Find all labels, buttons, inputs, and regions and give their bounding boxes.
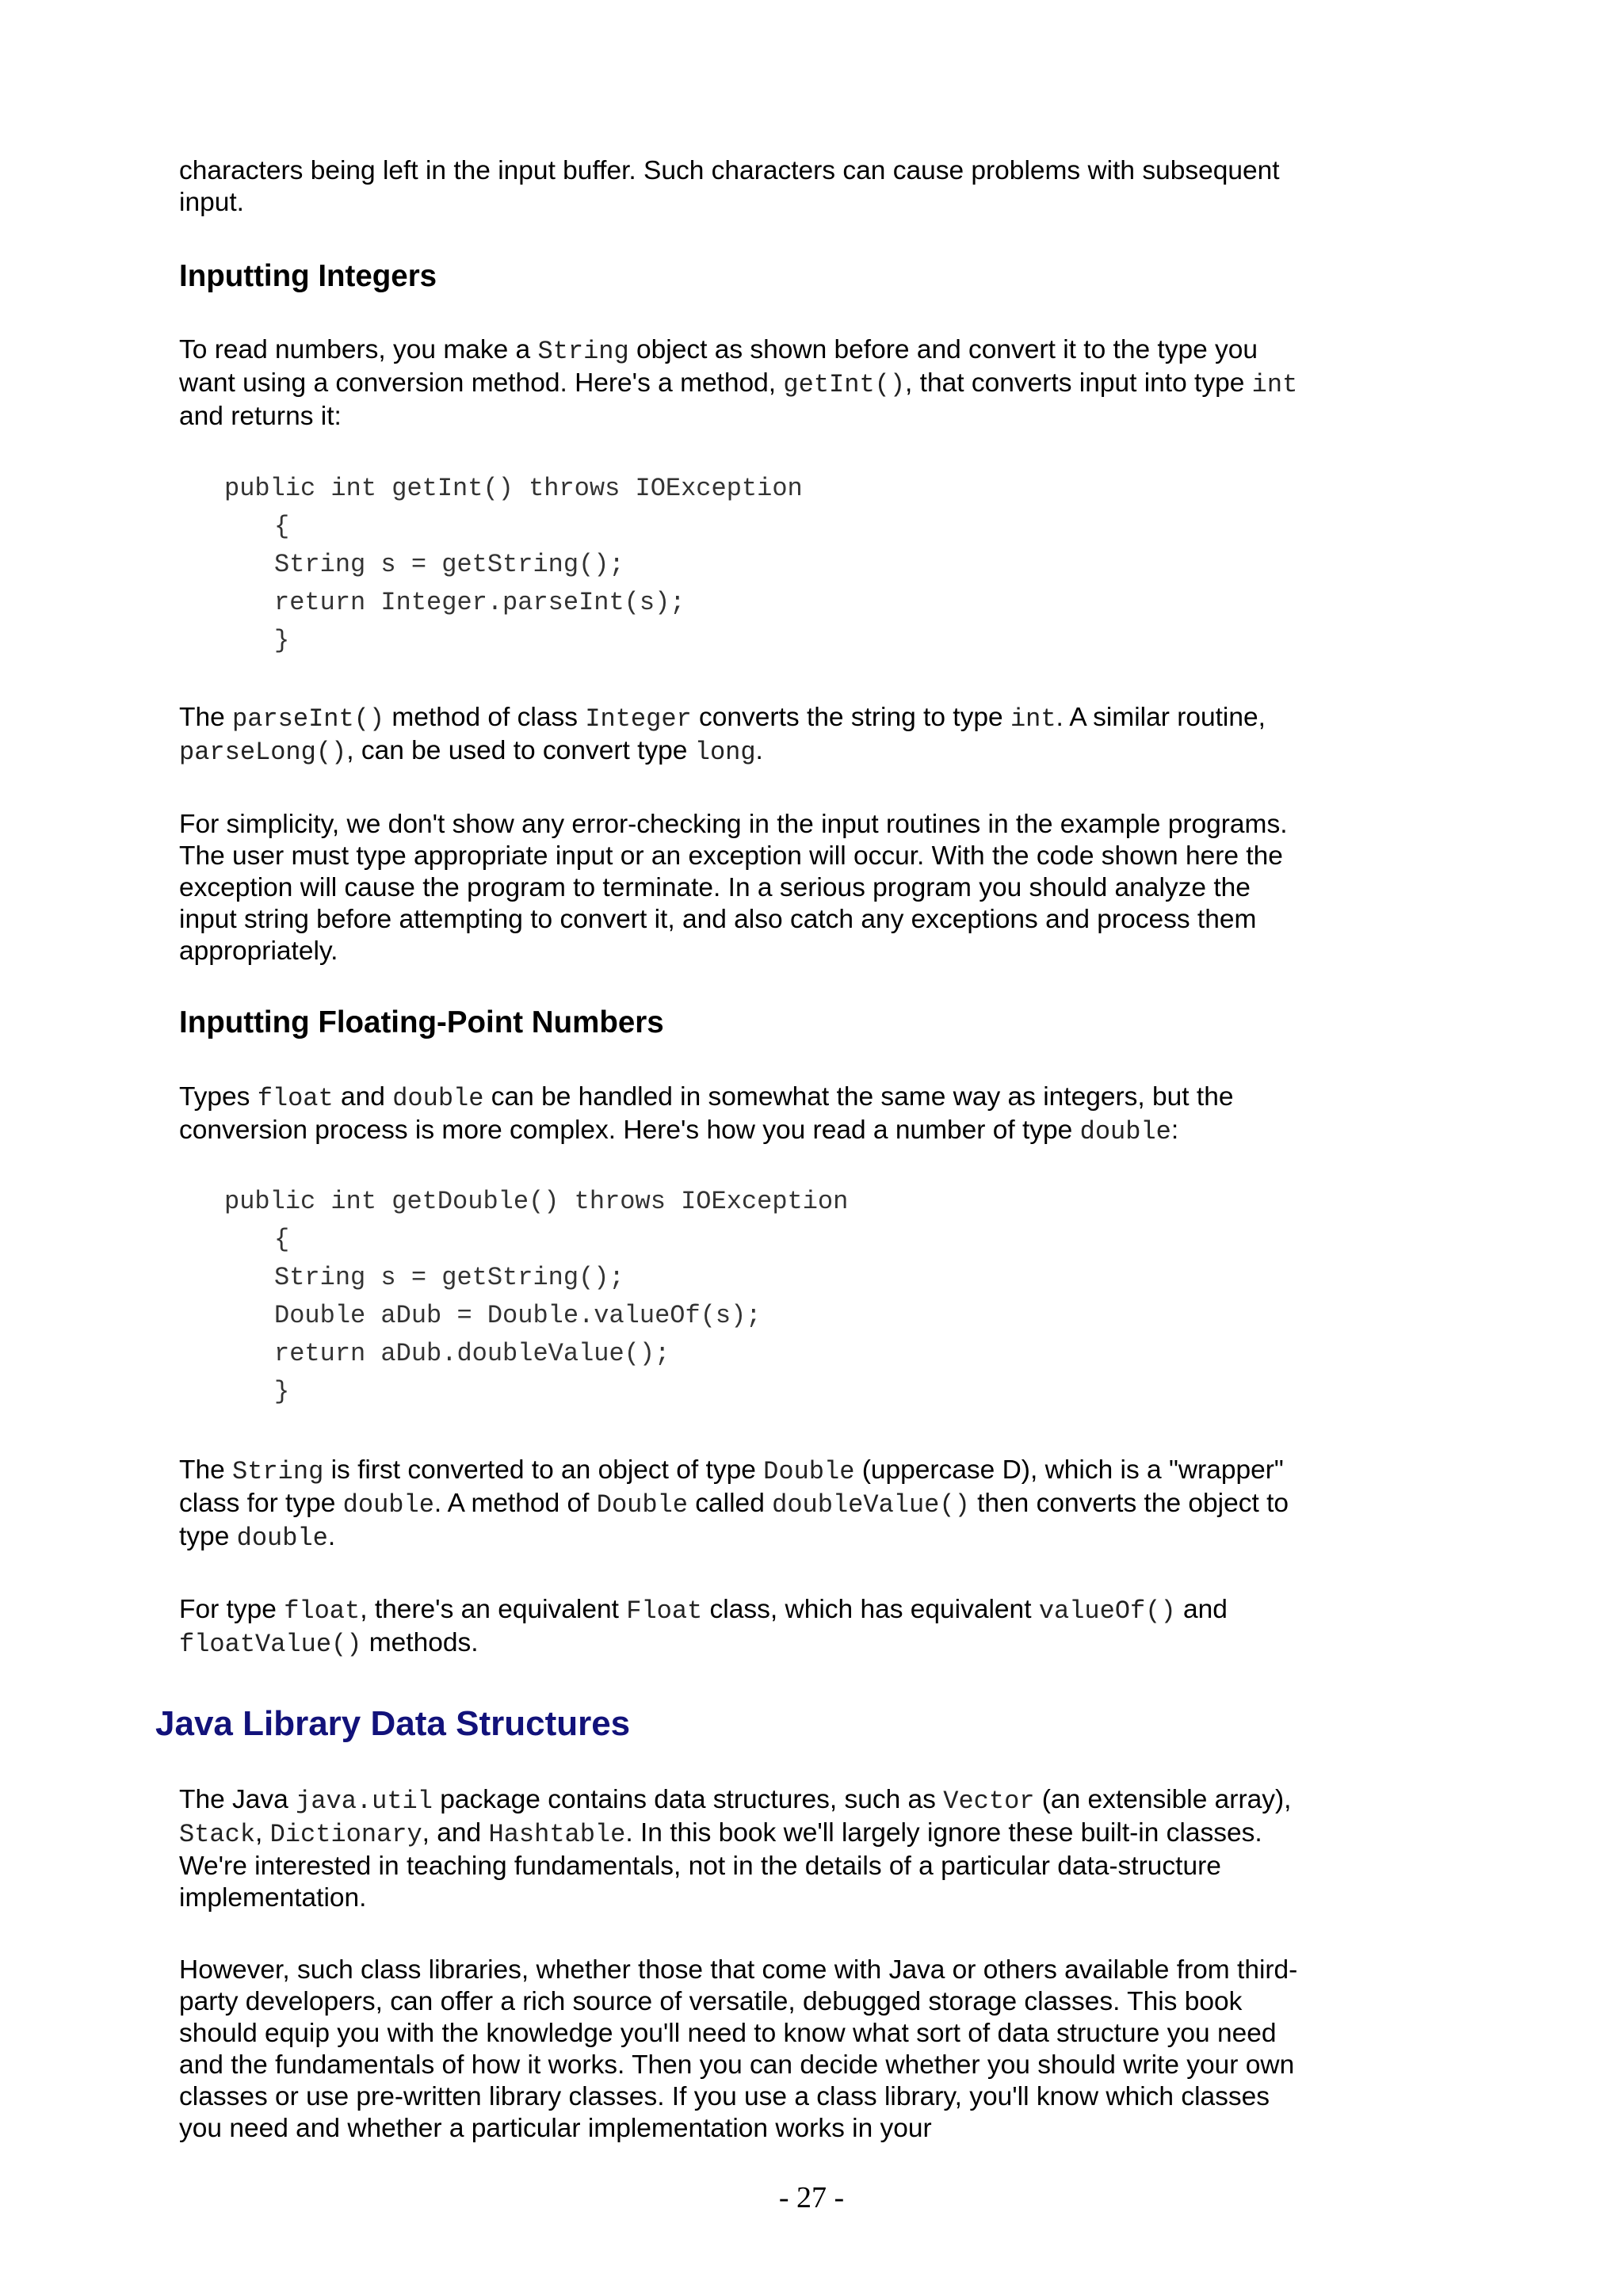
inline-code: Float: [626, 1596, 703, 1626]
text-run: is first converted to an object of type: [323, 1455, 764, 1485]
inline-code: float: [257, 1084, 334, 1113]
inline-code: String: [537, 337, 629, 366]
text-run: class, which has equivalent: [702, 1595, 1039, 1624]
text-run: , that converts input into type: [905, 368, 1252, 398]
inline-code: floatValue(): [179, 1630, 362, 1659]
text-run: and returns it:: [179, 402, 342, 431]
text-run: ,: [255, 1818, 270, 1848]
inline-code: Integer: [585, 704, 692, 734]
paragraph-read-numbers: [179, 334, 1304, 433]
code-line: {: [274, 1225, 290, 1254]
inline-code: Double: [763, 1457, 855, 1486]
code-line: String s = getString();: [274, 1263, 624, 1292]
code-line: }: [274, 1377, 290, 1406]
inline-code: Vector: [943, 1787, 1035, 1816]
inline-code: java.util: [296, 1787, 433, 1816]
paragraph-simplicity: [179, 809, 1304, 967]
text-run: (uppercase D), which is a "wrapper" class for type: [179, 1455, 1284, 1518]
text-run: converts the string to type: [691, 703, 1010, 732]
code-line: String s = getString();: [274, 550, 624, 579]
text-run: The: [179, 1455, 233, 1485]
paragraph-string-converted: [179, 1455, 1304, 1554]
inline-code: int: [1251, 370, 1298, 399]
text-run: characters being left in the input buffer. Such characters can cause problems with subsequent input.: [179, 156, 1280, 217]
code-block-getdouble: [224, 1183, 848, 1411]
text-run: then converts the object to type: [179, 1489, 1289, 1551]
inline-code: getInt(): [783, 370, 906, 399]
text-run: . A similar routine,: [1056, 703, 1266, 732]
inline-code: doubleValue(): [772, 1490, 970, 1520]
code-line: return aDub.doubleValue();: [274, 1339, 670, 1368]
text-run: . A method of: [433, 1489, 597, 1518]
inline-code: double: [342, 1490, 434, 1520]
text-run: , there's an equivalent: [360, 1595, 627, 1624]
text-run: (an extensible array),: [1034, 1785, 1292, 1814]
inline-code: double: [236, 1524, 328, 1553]
inline-code: long: [694, 738, 756, 767]
inline-code: float: [284, 1596, 361, 1626]
text-run: To read numbers, you make a: [179, 335, 538, 364]
page-number: - 27 -: [778, 2181, 845, 2214]
inline-code: parseLong(): [179, 738, 347, 767]
text-run: package contains data structures, such as: [432, 1785, 944, 1814]
code-line: {: [274, 512, 290, 541]
text-run: method of class: [384, 703, 586, 732]
heading-java-library-data-structures: Java Library Data Structures: [155, 1704, 631, 1743]
heading-inputting-floating-point: Inputting Floating-Point Numbers: [179, 1005, 664, 1039]
text-run: The Java: [179, 1785, 296, 1814]
inline-code: double: [1079, 1117, 1171, 1146]
text-run: The: [179, 703, 233, 732]
inline-code: Double: [596, 1490, 688, 1520]
text-run: However, such class libraries, whether those that come with Java or others available from third-party developers, can offer a rich source of versatile, debugged storage classes. This book should equip you with the knowledge you'll need to know what sort of data structure you need and the fundamentals of how it works. Then you can decide whether you should write your own classes or use pre-written library classes. If you use a class library, you'll know which classes you need and whether a particular implementation works in your: [179, 1955, 1298, 2143]
text-run: , can be used to convert type: [346, 736, 695, 765]
inline-code: Dictionary: [269, 1820, 422, 1849]
inline-code: valueOf(): [1038, 1596, 1176, 1626]
text-run: can be handled in somewhat the same way as integers, but the conversion process is more complex. Here's how you read a number of type: [179, 1082, 1234, 1145]
code-line: public int getDouble() throws IOException: [224, 1187, 849, 1216]
paragraph-however: [179, 1955, 1304, 2145]
code-line: }: [274, 626, 290, 655]
text-run: , and: [422, 1818, 489, 1848]
paragraph-java-util: [179, 1784, 1304, 1914]
code-line: return Integer.parseInt(s);: [274, 588, 685, 617]
paragraph-for-float: [179, 1594, 1304, 1661]
text-run: .: [755, 736, 763, 765]
text-run: .: [327, 1522, 336, 1551]
inline-code: double: [392, 1084, 484, 1113]
text-run: and: [333, 1082, 393, 1112]
inline-code: String: [232, 1457, 324, 1486]
paragraph-intro: [179, 155, 1304, 219]
text-run: For simplicity, we don't show any error-checking in the input routines in the example programs. The user must type appropriate input or an exception will occur. With the code shown here the exception will cause the program to terminate. In a serious program you should analyze the input string before attempting to convert it, and also catch any exceptions and process them appropriately.: [179, 810, 1288, 966]
inline-code: Hashtable: [488, 1820, 626, 1849]
text-run: methods.: [361, 1628, 479, 1657]
text-run: Types: [179, 1082, 258, 1112]
text-run: and: [1175, 1595, 1228, 1624]
inline-code: int: [1010, 704, 1056, 734]
paragraph-parseint: [179, 702, 1304, 769]
code-line: Double aDub = Double.valueOf(s);: [274, 1301, 762, 1330]
text-run: object as shown before and convert it to the type you want using a conversion method. Here's a method,: [179, 335, 1258, 398]
inline-code: Stack: [179, 1820, 256, 1849]
text-run: . In this book we'll largely ignore these built-in classes. We're interested in teaching fundamentals, not in the details of a particular data-structure implementation.: [179, 1818, 1262, 1913]
code-block-getint: [224, 470, 803, 660]
paragraph-types-float: [179, 1081, 1304, 1148]
text-run: :: [1170, 1116, 1179, 1145]
text-run: called: [687, 1489, 773, 1518]
heading-inputting-integers: Inputting Integers: [179, 259, 437, 293]
inline-code: parseInt(): [232, 704, 385, 734]
text-run: For type: [179, 1595, 285, 1624]
code-line: public int getInt() throws IOException: [224, 474, 803, 503]
